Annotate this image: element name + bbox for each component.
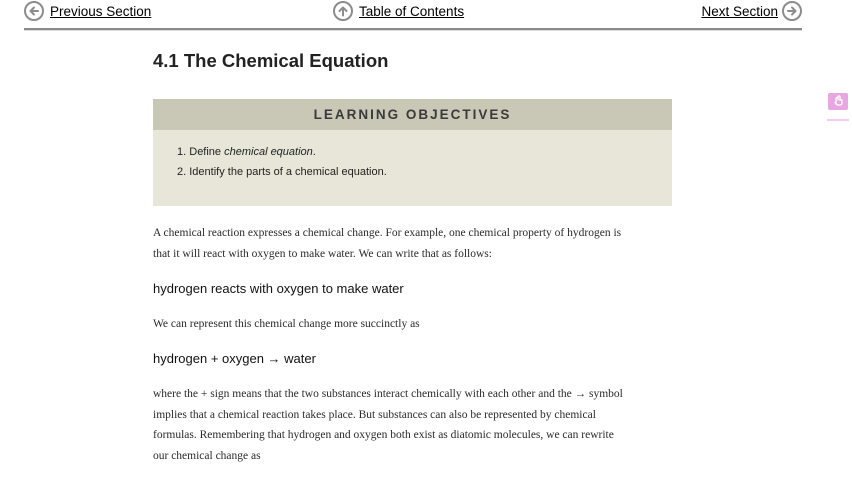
paragraph-line: A chemical reaction expresses a chemical change. For example, one chemical property of hydrogen is — [153, 227, 622, 239]
objective-text: Identify the parts of a chemical equation. — [189, 166, 387, 178]
word-equation: hydrogen reacts with oxygen to make water — [153, 281, 404, 296]
objective-emphasis: chemical equation — [224, 146, 313, 158]
objective-item — [177, 145, 387, 165]
paragraph-line: implies that a chemical reaction takes place. But substances can also be represented by chemical — [153, 408, 596, 421]
side-widget-underline — [827, 119, 849, 121]
arrow-right-circle-icon — [782, 1, 802, 21]
symbol-equation: hydrogen + oxygen → water — [153, 351, 316, 366]
hand-pointer-icon — [832, 93, 844, 111]
paragraph-explanation — [153, 384, 623, 466]
objective-number: 2. — [177, 166, 187, 178]
paragraph-line: where the + sign means that the two substances interact chemically with each other and the → symbol — [153, 388, 623, 400]
learning-objectives-header: LEARNING OBJECTIVES — [153, 99, 672, 130]
objective-text: Define — [189, 146, 225, 158]
objective-item — [177, 165, 387, 185]
learning-objectives-box — [153, 99, 672, 206]
arrow-left-circle-icon — [24, 1, 44, 21]
paragraph-line: our chemical change as — [153, 449, 261, 462]
next-section-link[interactable] — [701, 0, 802, 22]
objective-text-end: . — [312, 146, 316, 158]
paragraph-line: formulas. Remembering that hydrogen and oxygen both exist as diatomic molecules, we can rewrite — [153, 429, 614, 442]
objectives-list — [177, 145, 387, 185]
paragraph-succinct: We can represent this chemical change more succinctly as — [153, 318, 420, 330]
side-feedback-tab[interactable] — [828, 93, 848, 110]
arrow-up-circle-icon — [333, 1, 353, 21]
page-title: 4.1 The Chemical Equation — [153, 50, 389, 71]
objective-number: 1. — [177, 146, 187, 158]
next-section-label: Next Section — [701, 3, 778, 19]
table-of-contents-label: Table of Contents — [359, 3, 465, 19]
paragraph-line: that it will react with oxygen to make water. We can write that as follows: — [153, 247, 492, 260]
top-navigation — [24, 0, 802, 30]
previous-section-link[interactable] — [24, 0, 151, 22]
previous-section-label: Previous Section — [50, 3, 152, 19]
table-of-contents-link[interactable] — [333, 0, 464, 22]
paragraph-intro — [153, 223, 621, 264]
